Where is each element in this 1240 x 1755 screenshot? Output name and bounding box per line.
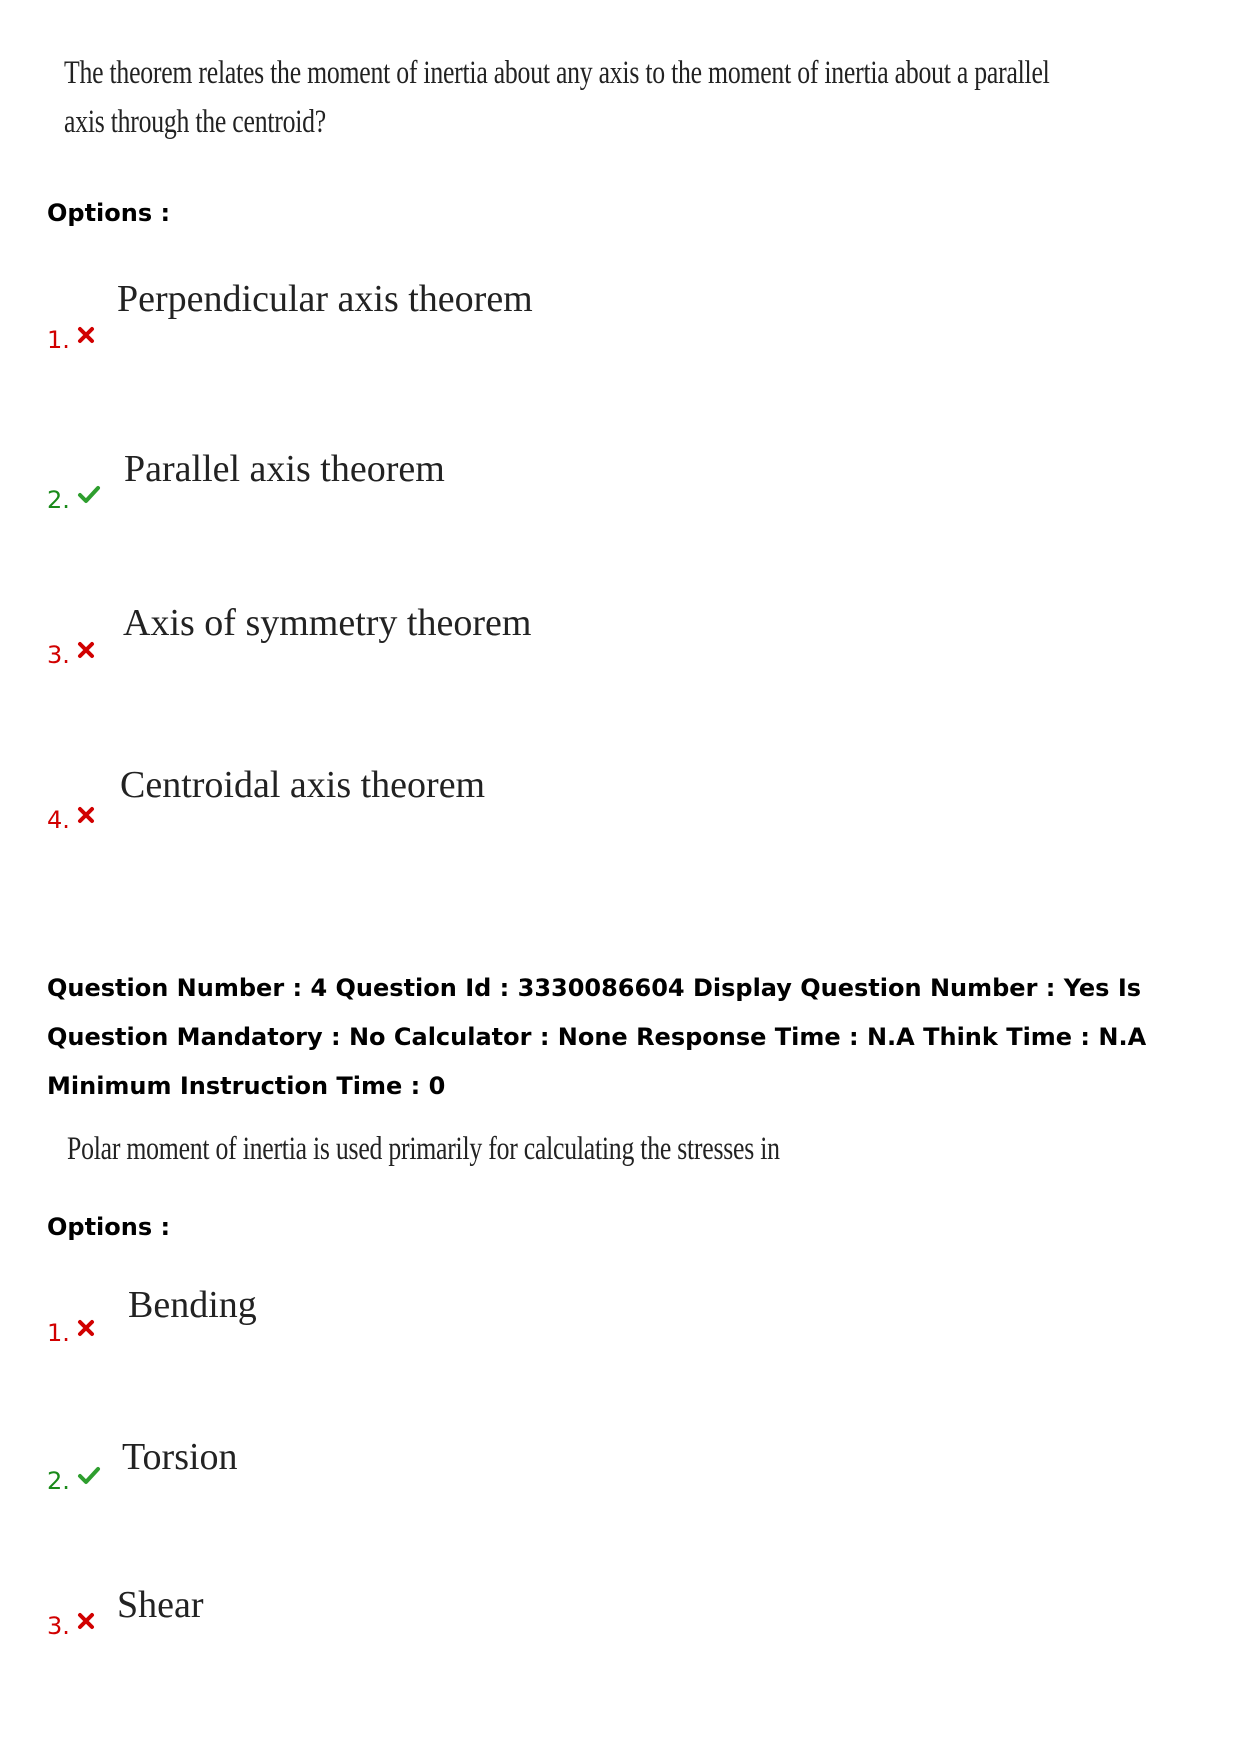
check-mark-icon: [77, 1466, 101, 1486]
option-number: 2.: [47, 486, 70, 514]
cross-mark-icon: [76, 640, 96, 660]
check-mark-icon: [77, 485, 101, 505]
question-3-text-line-1: The theorem relates the moment of inertia about any axis to the moment of inertia about a parallel: [64, 55, 1050, 91]
option-number: 1.: [47, 1319, 70, 1347]
option-number: 3.: [47, 1612, 70, 1640]
option-text: Torsion: [122, 1436, 238, 1478]
option-text: Centroidal axis theorem: [120, 764, 486, 806]
option-text: Shear: [117, 1584, 204, 1626]
options-label: Options :: [47, 1213, 171, 1241]
options-label: Options :: [47, 199, 171, 227]
option-number: 4.: [47, 806, 70, 834]
question-4-metadata: Question Number : 4 Question Id : 3330086604 Display Question Number : Yes Is Question Mandatory : No Calculator : None Response Time : N.A Think Time : N.A Minimum Instruction Time : 0: [47, 974, 1147, 1100]
option-number: 1.: [47, 326, 70, 354]
cross-mark-icon: [76, 1611, 96, 1631]
option-text: Perpendicular axis theorem: [117, 278, 533, 320]
question-4-text: Polar moment of inertia is used primarily for calculating the stresses in: [67, 1131, 780, 1167]
cross-mark-icon: [76, 325, 96, 345]
cross-mark-icon: [76, 1318, 96, 1338]
option-number: 3.: [47, 641, 70, 669]
option-text: Axis of symmetry theorem: [123, 602, 532, 644]
option-text: Parallel axis theorem: [124, 448, 445, 490]
option-text: Bending: [128, 1284, 257, 1326]
cross-mark-icon: [76, 805, 96, 825]
option-number: 2.: [47, 1467, 70, 1495]
question-3-text-line-2: axis through the centroid?: [64, 104, 326, 140]
